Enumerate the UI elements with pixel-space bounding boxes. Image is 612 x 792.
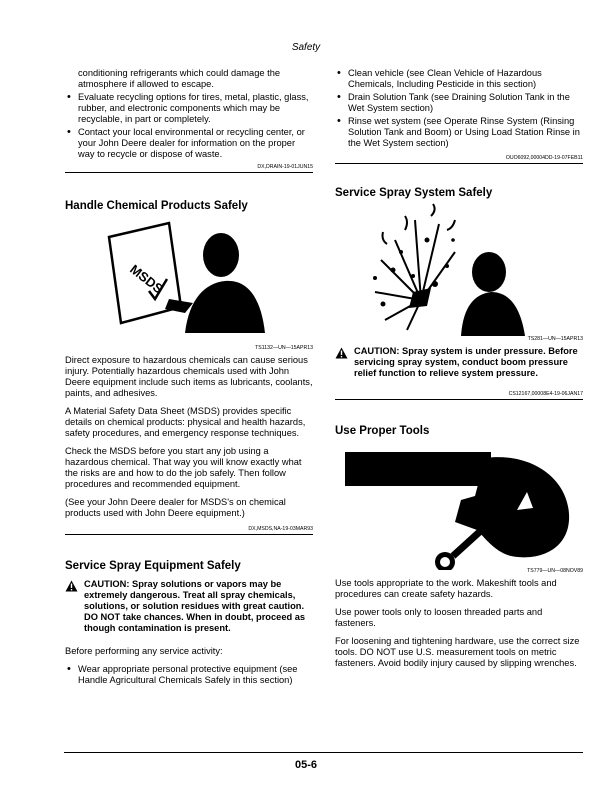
reference-code: CS12167,00008E4-19-06JAN17: [335, 391, 583, 400]
paragraph: Direct exposure to hazardous chemicals can cause serious injury. Potentially hazardous chemicals used with John Deere equipment include such items as lubricants, coolants, paints, and adhesives.: [65, 355, 313, 398]
list-item: • Wear appropriate personal protective equipment (see Handle Agricultural Chemicals Safely in this section): [65, 664, 313, 686]
section-title-tools: Use Proper Tools: [335, 425, 430, 437]
page-header: Safety: [291, 42, 321, 53]
bar-graphic-icon: [345, 452, 491, 486]
warning-triangle-icon: [65, 579, 78, 634]
msds-illustration: [65, 213, 313, 351]
paragraph: Use tools appropriate to the work. Makeshift tools and procedures can create safety hazards.: [335, 578, 557, 599]
page-number: 05-6: [294, 759, 318, 771]
image-code: TS779—UN—08NOV89: [527, 568, 583, 574]
list-item: • Rinse wet system (see Operate Rinse System (Rinsing Solution Tank and Boom) or Using Load Station Rinse in the Wet System section): [335, 116, 583, 149]
tools-illustration: [335, 438, 583, 570]
paragraph: Before performing any service activity:: [65, 646, 223, 656]
msds-label: MSDS: [127, 261, 166, 297]
rinse-bullet-list: [335, 68, 583, 149]
section-title-spray-system: Service Spray System Safely: [335, 187, 493, 199]
paragraph: Use power tools only to loosen threaded parts and fasteners.: [335, 607, 543, 628]
recycle-bullet-list: [65, 92, 313, 160]
list-item: • Clean vehicle (see Clean Vehicle of Hazardous Chemicals, Including Pesticide in this section): [335, 68, 583, 90]
reference-code: OUO6092,00004DD-19-07FEB11: [335, 155, 583, 164]
section-title-spray-equipment: Service Spray Equipment Safely: [65, 560, 241, 572]
paragraph: (See your John Deere dealer for MSDS's on chemical products used with John Deere equipment.): [65, 497, 286, 518]
paragraph: For loosening and tightening hardware, use the correct size tools. DO NOT use U.S. measurement tools on metric fasteners. Avoid bodily injury caused by slipping wrenches.: [335, 636, 580, 668]
spray-burst-illustration: [335, 200, 583, 338]
reference-code: DX,MSDS,NA-19-03MAR93: [65, 526, 313, 535]
caution-block: [335, 346, 583, 379]
equipment-bullet-list: [65, 664, 313, 686]
right-column: [335, 68, 583, 676]
paragraph: Check the MSDS before you start any job using a hazardous chemical. That way you will know exactly what the risks are and how to do the job safely. Then follow procedures and recommended equipment.: [65, 446, 302, 489]
recycle-continued-text: conditioning refrigerants which could damage the atmosphere if allowed to escape.: [78, 68, 281, 89]
person-silhouette-icon: [461, 252, 525, 336]
caution-block: [65, 579, 313, 634]
list-item: • Drain Solution Tank (see Draining Solution Tank in the Wet System section): [335, 92, 583, 114]
section-title-chemical: Handle Chemical Products Safely: [65, 200, 248, 212]
image-code: TS281—UN—15APR13: [527, 336, 583, 342]
person-silhouette-icon: [165, 233, 265, 333]
spray-droplets-icon: [373, 238, 455, 309]
paragraph: A Material Safety Data Sheet (MSDS) provides specific details on chemical products: physical and health hazards, safety procedures, and emergency response techniques.: [65, 406, 306, 438]
footer-divider: [64, 752, 583, 753]
caution-text: CAUTION: Spray system is under pressure. Before servicing spray system, conduct boom pressure relief function to relieve system pressure.: [354, 346, 578, 378]
reference-code: DX,DRAIN-19-01JUN15: [65, 164, 313, 173]
list-item: • Contact your local environmental or recycling center, or your John Deere dealer for information on the proper way to recycle or dispose of waste.: [65, 127, 313, 160]
list-item: • Evaluate recycling options for tires, metal, plastic, glass, rubber, and electronic components which may be recyclable, in part or completely.: [65, 92, 313, 125]
warning-triangle-icon: [335, 346, 348, 379]
left-column: [65, 68, 313, 688]
caution-text: CAUTION: Spray solutions or vapors may be extremely dangerous. Treat all spray chemicals, solutions, or solution residues with great caution. DO NOT take chances. When in doubt, proceed as though contamination is present.: [84, 579, 306, 633]
image-code: TS1132—UN—15APR13: [255, 345, 313, 351]
spray-burst-icon: [375, 204, 455, 330]
